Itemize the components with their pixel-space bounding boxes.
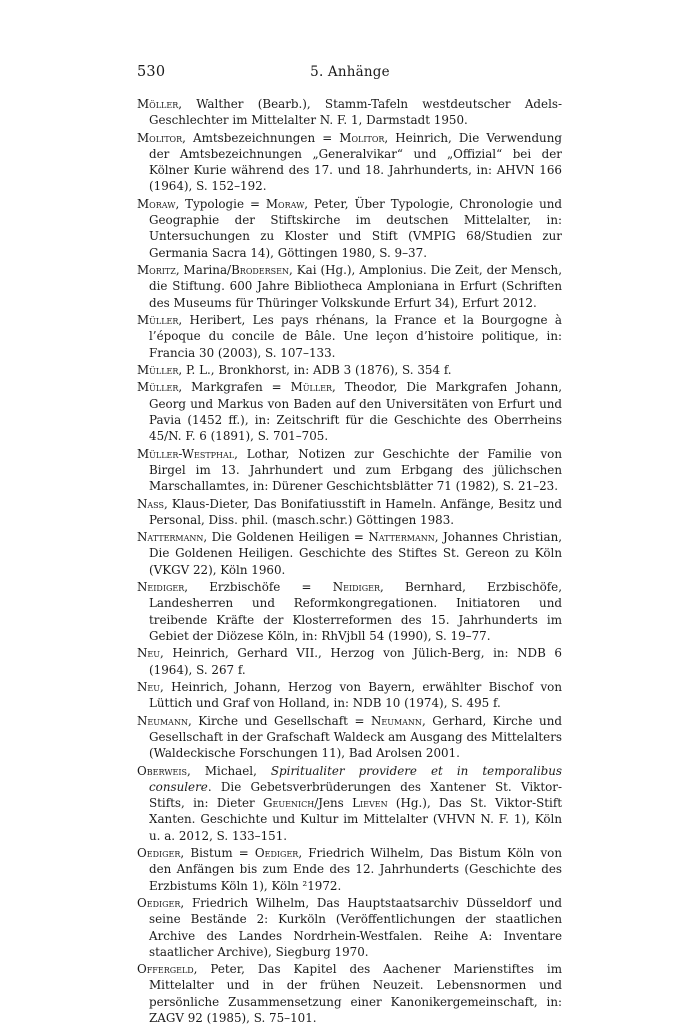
bibliography-entry [137,446,562,495]
author-name: Müller [137,362,179,377]
entry-text: , Klaus-Dieter, Das Bonifatiusstift in Hameln. Anfänge, Besitz und Personal, Diss. phil. (masch.schr.) Göttingen 1983. [149,496,562,527]
entry-text: , Marina/ [175,263,232,278]
author-name: Geuenich [263,796,315,811]
entry-text: , Kirche und Gesellschaft = [187,713,371,728]
entry-text: , Heinrich, Johann, Herzog von Bayern, erwählter Bischof von Lüttich und Graf von Holland, in: NDB 10 (1974), S. 495 f. [149,680,562,711]
bibliography-entry [137,529,562,578]
entry-text: , Typologie = [175,196,266,211]
author-name: Müller-Westphal [137,446,235,461]
author-name: Neu [137,646,160,661]
entry-text: , Walther (Bearb.), Stamm-Tafeln westdeutscher Adels-Geschlechter im Mittelalter N. F. 1, Darmstadt 1950. [149,97,562,128]
author-name: Oediger [254,846,299,861]
bibliography-entry [137,130,562,195]
bibliography-entry [137,895,562,960]
entry-text: , Heribert, Les pays rhénans, la France et la Bourgogne à l’époque du concile de Bâle. Une leçon d’histoire politique, in: Francia 30 (2003), S. 107–133. [149,313,562,360]
bibliography-entry [137,312,562,361]
entry-text: , Peter, Über Typologie, Chronologie und Geographie der Stiftskirche im deutschen Mittelalter, in: Untersuchungen zu Kloster und Stift (VMPIG 68/Studien zur Germania Sacra 14), Göttingen 1980, S. 9–37. [149,196,563,260]
entry-text: , Heinrich, Gerhard VII., Herzog von Jülich-Berg, in: NDB 6 (1964), S. 267 f. [149,646,562,677]
author-name: Offergeld [137,962,194,977]
author-name: Moraw [265,196,305,211]
bibliography-entry [137,763,562,844]
entry-text: , Peter, Das Kapitel des Aachener Marienstiftes im Mittelalter und in der frühen Neuzeit. Lebensnormen und persönliche Zusammensetzung einer Kanonikergemeinschaft, in: ZAGV 92 (1985), S. 75–101. [149,962,562,1025]
author-name: Neidiger [332,580,380,595]
author-name: Oediger [137,896,181,910]
author-name: Möller [137,97,179,111]
bibliography-entry [137,362,562,378]
entry-text: , Gerhard, Kirche und Gesellschaft in der Grafschaft Waldeck am Ausgang des Mittelalters (Waldeckische Forschungen 11), Bad Arolsen 2001. [149,713,562,761]
italic-title: Spiritualiter providere et in temporalibus consulere [149,763,562,794]
entry-text: , Lothar, Notizen zur Geschichte der Familie von Birgel im 13. Jahrhundert und zum Erbgang des jülichschen Marschallamtes, in: Dürener Geschichtsblätter 71 (1982), S. 21–23. [149,446,562,494]
author-name: Brodersen [231,263,289,278]
entry-text: , Heinrich, Die Verwendung der Amtsbezeichnungen „Generalvikar“ und „Offizial“ bei der Kölner Kurie während des 17. und 18. Jahrhunderts, in: AHVN 166 (1964), S. 152–192. [149,130,562,194]
author-name: Nattermann [368,530,435,545]
entry-text: (Hg.), Das St. Viktor-Stift Xanten. Geschichte und Kultur im Mittelalter (VHVN N. F. 1), Köln u. a. 2012, S. 133–151. [149,796,562,843]
bibliography-entry [137,679,562,712]
entry-text: , Johannes Christian, Die Goldenen Heiligen. Geschichte des Stiftes St. Gereon zu Köln (VKGV 22), Köln 1960. [149,530,563,577]
author-name: Oberweis [137,763,188,778]
running-head: 5. Anhänge [310,64,390,80]
entry-text: , Kai (Hg.), Amplonius. Die Zeit, der Mensch, die Stiftung. 600 Jahre Bibliotheca Amploniana in Erfurt (Schriften des Museums für Thüringer Volkskunde Erfurt 34), Erfurt 2012. [149,263,562,310]
entry-text: /Jens [314,796,353,811]
author-name: Nattermann [137,530,204,545]
entry-text: , Bernhard, Erzbischöfe, Landesherren und Reformkongregationen. Initiatoren und treibende Kräfte der Klosterreformen des 15. Jahrhunderts im Gebiet der Diözese Köln, in: RhVjbll 54 (1990), S. 19–77. [149,580,562,643]
bibliography-entry [137,496,562,529]
entry-text: , Friedrich Wilhelm, Das Bistum Köln von den Anfängen bis zum Ende des 12. Jahrhunderts (Geschichte des Erzbistums Köln 1), Köln ²1972. [149,846,562,893]
bibliography-entry [137,645,562,678]
bibliography-entry [137,196,562,261]
author-name: Müller [290,380,332,395]
bibliography-entry [137,579,562,644]
entry-text: , Theodor, Die Markgrafen Johann, Georg und Markus von Baden auf den Universitäten von Erfurt und Pavia (1452 ff.), in: Zeitschrift für die Geschichte des Oberrheins 45/N. F. 6 (1891), S. 701–705. [149,380,563,444]
bibliography-entry [137,262,562,311]
entry-text: . Die Gebetsverbrüderungen des Xantener St. Viktor-Stifts, in: Dieter [149,779,562,811]
bibliography-entry [137,713,562,762]
author-name: Moritz [137,263,176,278]
author-name: Lieven [352,796,388,811]
author-name: Müller [137,313,179,327]
author-name: Molitor [339,130,385,145]
author-name: Neumann [370,713,422,728]
bibliography-list [137,96,562,1027]
bibliography-entry [137,379,562,444]
author-name: Molitor [137,130,183,145]
bibliography-entry [137,96,562,129]
page-number: 530 [137,64,166,80]
entry-text: , P. L., Bronkhorst, in: ADB 3 (1876), S. 354 f. [178,362,452,377]
entry-text: , Michael, [187,763,271,778]
entry-text: , Markgrafen = [178,380,291,395]
author-name: Neumann [137,713,188,728]
author-name: Oediger [137,846,181,861]
author-name: Nass [137,496,165,511]
author-name: Müller [137,380,179,395]
entry-text: , Friedrich Wilhelm, Das Hauptstaatsarchiv Düsseldorf und seine Bestände 2: Kurköln (Veröffentlichungen der staatlichen Archive des Landes Nordrhein-Westfalen. Reihe A: Inventare staatlicher Archive), Siegburg 1970. [149,896,562,959]
author-name: Moraw [137,196,176,211]
bibliography-entry [137,961,562,1026]
bibliography-entry [137,845,562,894]
entry-text: , Erzbischöfe = [184,580,333,595]
author-name: Neu [137,680,160,694]
entry-text: , Amtsbezeichnungen = [182,130,340,145]
author-name: Neidiger [137,580,185,595]
entry-text: , Bistum = [180,846,255,861]
entry-text: , Die Goldenen Heiligen = [203,530,369,545]
